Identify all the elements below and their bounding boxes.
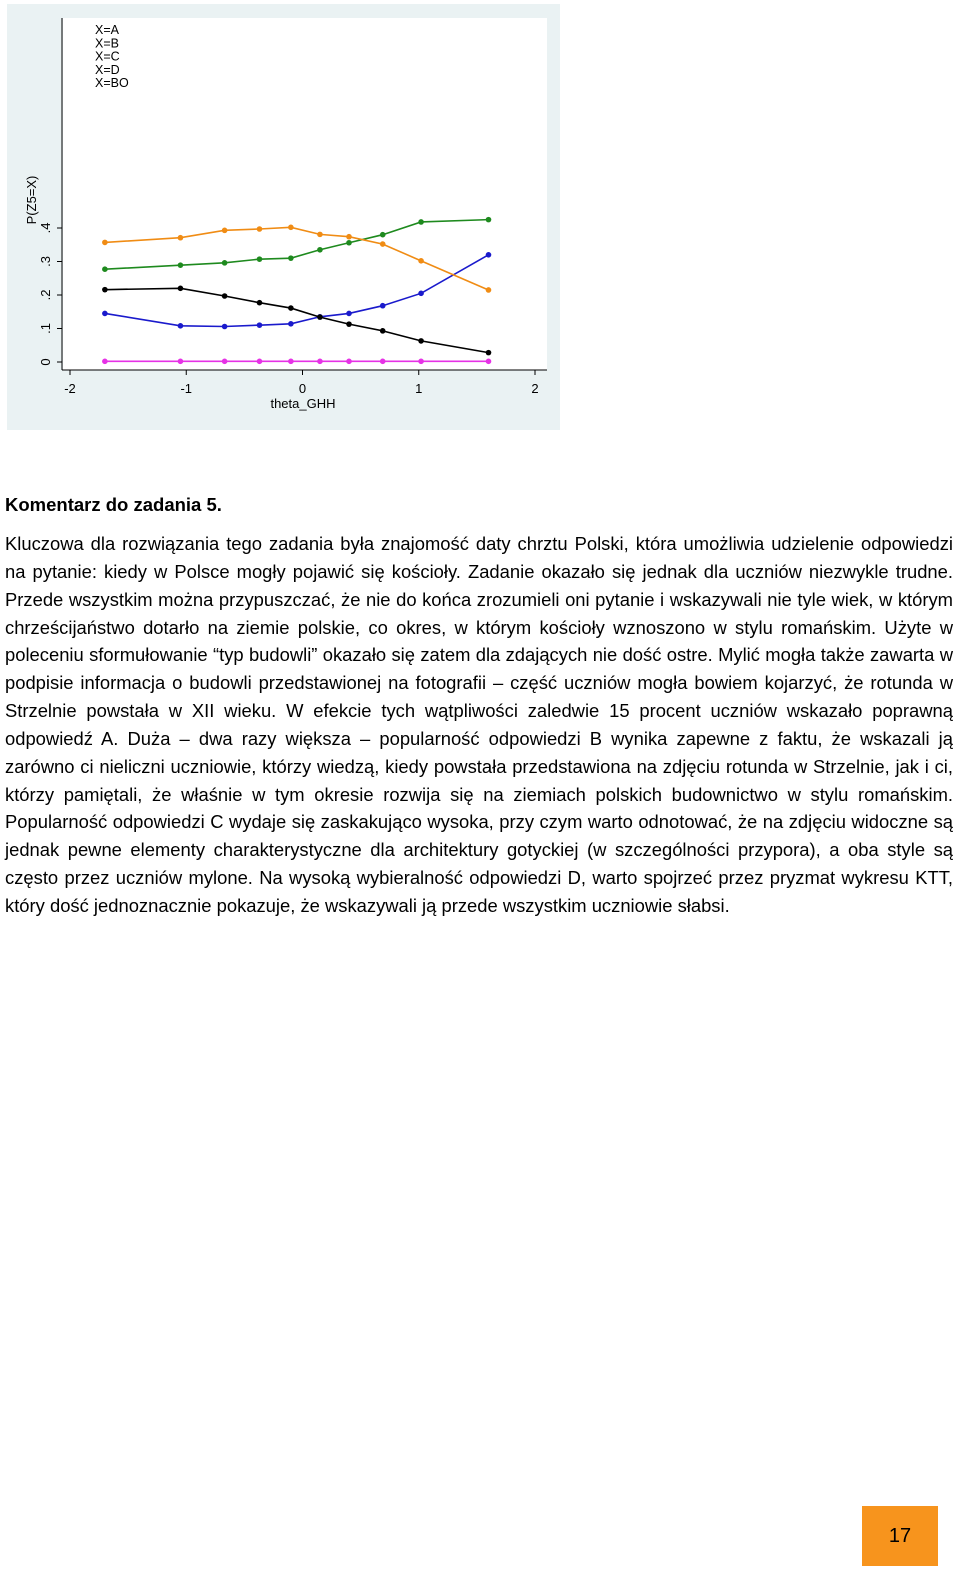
data-point-x-a xyxy=(486,252,492,258)
data-point-x-a xyxy=(102,311,108,317)
comment-body: Kluczowa dla rozwiązania tego zadania była znajomość daty chrztu Polski, która umożliwia udzielenie odpowiedzi na pytanie: kiedy w Polsce mogły pojawić się kościoły. Zadanie okazało się jednak dla uczniów niezwykle trudne. Przede wszystkim można przypuszczać, że nie do końca zrozumieli oni pytanie i wskazywali nie tyle wiek, w którym chrześcijaństwo dotarło na ziemie polskie, co okres, w którym kościoły wznoszono w stylu romańskim. Użyte w poleceniu sformułowanie “typ budowli” okazało się zatem dla zdających nie dość ostre. Mylić mogła także zawarta w podpisie informacja o budowli przedstawionej na fotografii – część uczniów mogła bowiem kojarzyć, że rotunda w Strzelnie powstała w XII wieku. W efekcie tych wątpliwości zaledwie 15 procent uczniów wskazało poprawną odpowiedź A. Duża – dwa razy większa – popularność odpowiedzi B wynika zapewne z faktu, że wskazali ją zarówno ci nieliczni uczniowie, którzy wiedzą, kiedy powstała przedstawiona na zdjęciu rotunda w Strzelnie, jak i ci, którzy pamiętali, że właśnie w tym okresie rozwija się na ziemiach polskich budownictwo w stylu romańskim. Popularność odpowiedzi C wydaje się zaskakująco wysoka, przy czym warto odnotować, że na zdjęciu widoczne są jednak pewne elementy charakterystyczne dla architektury gotyckiej (w szczególności przypora), a oba style są często przez uczniów mylone. Na wysoką wybieralność odpowiedzi D, warto spojrzeć przez pryzmat wykresu KTT, który dość jednoznacznie pokazuje, że wskazywali ją przede wszystkim uczniowie słabsi. xyxy=(5,533,953,916)
data-point-x-b xyxy=(257,256,263,262)
data-point-x-bo xyxy=(102,359,108,365)
x-tick-label: 2 xyxy=(531,381,539,396)
data-point-x-c xyxy=(486,287,492,293)
data-point-x-d xyxy=(317,314,323,320)
data-point-x-b xyxy=(102,266,108,272)
data-point-x-bo xyxy=(288,359,294,365)
data-point-x-b xyxy=(486,217,492,223)
legend-entry: X=B xyxy=(95,36,119,51)
data-point-x-c xyxy=(288,225,294,231)
data-point-x-d xyxy=(346,321,352,327)
data-point-x-bo xyxy=(418,359,424,365)
x-tick-label: 0 xyxy=(298,381,307,396)
x-tick-label: -2 xyxy=(64,381,76,396)
page-number-badge xyxy=(862,1506,938,1566)
legend-entry: X=C xyxy=(95,49,120,64)
data-point-x-a xyxy=(380,303,386,309)
plot-area xyxy=(63,18,547,370)
data-point-x-b xyxy=(418,219,424,225)
data-point-x-bo xyxy=(486,359,492,365)
data-point-x-bo xyxy=(257,359,263,365)
legend-entry: X=A xyxy=(95,23,119,37)
data-point-x-c xyxy=(317,232,323,238)
data-point-x-c xyxy=(102,240,108,246)
data-point-x-b xyxy=(288,255,294,261)
data-point-x-a xyxy=(288,321,294,327)
data-point-x-d xyxy=(486,350,492,356)
data-point-x-d xyxy=(380,328,386,334)
data-point-x-bo xyxy=(380,359,386,365)
data-point-x-c xyxy=(257,226,263,232)
y-axis-label: P(Z5=X) xyxy=(24,175,39,225)
x-axis-label: theta_GHH xyxy=(270,396,336,411)
data-point-x-bo xyxy=(222,359,228,365)
data-point-x-a xyxy=(346,311,352,317)
chart-svg xyxy=(7,4,560,430)
data-point-x-bo xyxy=(317,359,323,365)
data-point-x-c xyxy=(418,258,424,264)
comment-heading: Komentarz do zadania 5. xyxy=(5,494,222,515)
data-point-x-a xyxy=(222,324,228,330)
data-point-x-b xyxy=(380,232,386,238)
data-point-x-d xyxy=(178,286,184,292)
data-point-x-a xyxy=(418,291,424,297)
data-point-x-c xyxy=(346,234,352,240)
data-point-x-d xyxy=(418,338,424,344)
y-tick-label: .3 xyxy=(38,256,53,267)
y-tick-label: .1 xyxy=(38,323,53,334)
data-point-x-bo xyxy=(178,359,184,365)
data-point-x-b xyxy=(178,262,184,268)
data-point-x-c xyxy=(222,228,228,234)
legend-entry: X=D xyxy=(95,62,120,77)
data-point-x-a xyxy=(257,322,263,328)
data-point-x-b xyxy=(346,240,352,246)
chart xyxy=(7,4,560,430)
data-point-x-b xyxy=(317,247,323,253)
data-point-x-d xyxy=(102,287,108,293)
x-tick-label: 1 xyxy=(415,381,423,396)
y-tick-label: .2 xyxy=(38,289,53,301)
x-tick-label: -1 xyxy=(180,381,193,396)
y-tick-label: .4 xyxy=(38,222,53,234)
data-point-x-bo xyxy=(346,359,352,365)
data-point-x-c xyxy=(178,235,184,241)
page-number: 17 xyxy=(888,1524,912,1547)
data-point-x-d xyxy=(257,300,263,306)
data-point-x-c xyxy=(380,241,386,247)
legend-entry: X=BO xyxy=(95,76,129,91)
data-point-x-b xyxy=(222,260,228,266)
data-point-x-d xyxy=(222,293,228,299)
y-tick-label: 0 xyxy=(38,358,53,366)
data-point-x-a xyxy=(178,323,184,329)
data-point-x-d xyxy=(288,305,294,311)
